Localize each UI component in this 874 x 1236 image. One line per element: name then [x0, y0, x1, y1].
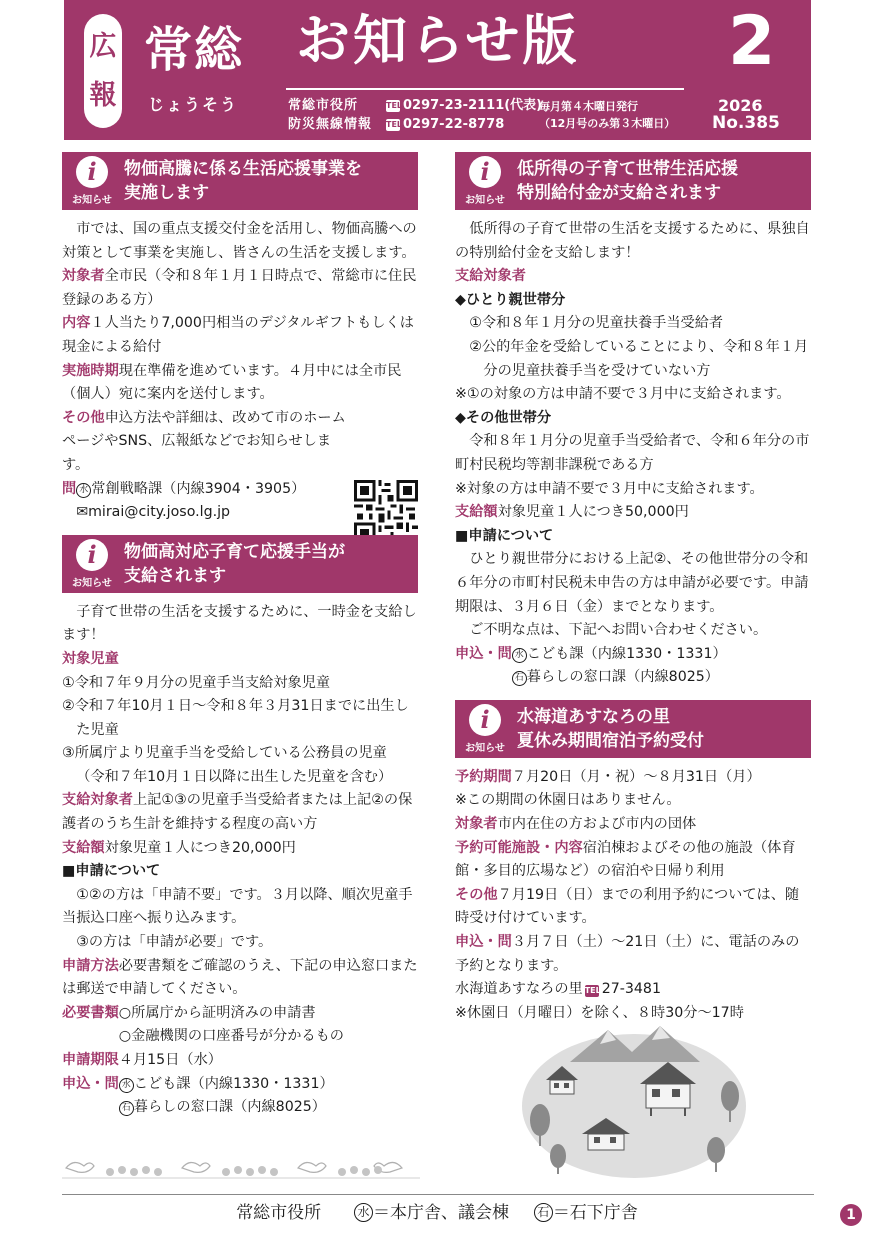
section-header-asunaro-reservation [455, 700, 811, 758]
docs-item-2: ○金融機関の口座番号が分かるもの [118, 1028, 344, 1045]
info-icon: i [76, 156, 108, 188]
target-item-1: ①令和７年９月分の児童手当支給対象児童 [62, 674, 331, 691]
facility-label: 予約可能施設・内容 [455, 839, 583, 856]
target-label: 対象者 [62, 268, 105, 285]
other-household-note: ※対象の方は申請不要で３月中に支給されます。 [455, 480, 764, 497]
bird-flower-ornament [62, 1150, 420, 1182]
apply-heading: ■申請について [455, 527, 554, 544]
footer-ishige: ＝石下庁舎 [552, 1203, 638, 1223]
badge-label: お知らせ [72, 195, 112, 206]
honcho-mark: 水 [354, 1203, 373, 1222]
apply-label: 申込・問 [455, 934, 512, 951]
target-text: 全市民（令和８年１月１日時点で、常総市に住民登録のある方） [62, 268, 417, 308]
tel-icon: TEL [584, 986, 601, 996]
honcho-mark: 水 [76, 483, 91, 498]
target-text: 市内在住の方および市内の団体 [497, 816, 697, 833]
apply-heading: ■申請について [62, 863, 161, 880]
recipient-text: 上記①③の児童手当受給者または上記②の保護者のうち生計を維持する程度の高い方 [62, 792, 413, 833]
masthead [64, 0, 811, 140]
issue-month: 2 [728, 2, 776, 81]
single-parent-heading: ◆ひとり親世帯分 [455, 291, 566, 308]
office-label: 常総市役所 [288, 98, 359, 113]
section-title [517, 705, 805, 753]
section-body-low-income-benefit [455, 218, 811, 690]
inquiry-text: ご不明な点は、下記へお問い合わせください。 [469, 622, 768, 639]
tel-icon: TEL [386, 100, 403, 110]
info-icon: i [469, 704, 501, 736]
period-note: ※この期間の休園日はありません。 [455, 792, 681, 809]
target-label: 支給対象者 [455, 268, 526, 285]
ishige-mark: 石 [119, 1101, 134, 1116]
info-badge [66, 154, 118, 208]
title-line-1: 物価高騰に係る生活応援事業を [124, 159, 362, 179]
section-body-price-support [62, 218, 418, 525]
city-name-kana: じょうそう [148, 95, 239, 114]
title-line-1: 水海道あすなろの里 [517, 706, 670, 727]
content-label: 内容 [62, 315, 91, 332]
email-link[interactable]: ✉mirai@city.joso.lg.jp [76, 504, 231, 521]
bousai-tel: 0297-22-8778 [403, 117, 505, 132]
other-household-text: 令和８年１月分の児童手当受給者で、令和６年分の市町村民税均等割非課税である方 [455, 433, 810, 473]
publication-schedule [539, 98, 675, 132]
section-header-price-support [62, 152, 418, 210]
title-line-2: 夏休み期間宿泊予約受付 [517, 730, 704, 751]
title-line-1: 物価高対応子育て応援手当が [124, 541, 345, 562]
hours-note: ※休園日（月曜日）を除く、８時30分～17時 [455, 1004, 744, 1021]
section-title [124, 157, 412, 205]
info-badge [459, 702, 511, 756]
honcho-mark: 水 [512, 648, 527, 663]
left-column [62, 152, 418, 1120]
schedule-note: （12月号のみ第３木曜日） [539, 117, 676, 130]
apply-text-2: ③の方は「申請が必要」です。 [76, 934, 273, 951]
single-parent-item-2: ②公的年金を受給していることにより、令和８年１月分の児童扶養手当を受けていない方 [469, 338, 809, 379]
method-label: 申請方法 [62, 957, 119, 974]
right-column [455, 152, 811, 1025]
period-label: 予約期間 [455, 768, 512, 785]
content-text: １人当たり7,000円相当のデジタルギフトもしくは現金による給付 [62, 315, 414, 355]
fax-icon: TEL [386, 119, 403, 129]
footer-honcho: ＝本庁舎、議会棟 [373, 1203, 509, 1223]
contact-text-1: こども課（内線1330・1331） [526, 645, 727, 662]
apply-text: ３月７日（土）～21日（土）に、電話のみの予約となります。 [455, 934, 800, 974]
apply-text-1: ①②の方は「申請不要」です。３月以降、順次児童手当振込口座へ振り込みます。 [62, 886, 413, 927]
info-icon: i [469, 156, 501, 188]
amount-text: 対象児童１人につき50,000円 [497, 504, 689, 521]
apply-text: ひとり親世帯分における上記②、その他世帯分の令和６年分の市町村民税未申告の方は申請が必要です。申請期限は、３月６日（金）までとなります。 [455, 551, 809, 615]
period-text: ７月20日（月・祝）～８月31日（月） [511, 768, 761, 785]
contact-text: 常創戦略課（内線3904・3905） [91, 480, 306, 497]
badge-label: お知らせ [465, 742, 505, 754]
contact-info [288, 96, 542, 134]
amount-label: 支給額 [455, 504, 498, 521]
docs-label: 必要書類 [62, 1004, 119, 1021]
contact-text-1: こども課（内線1330・1331） [133, 1075, 334, 1092]
issue-number: No.385 [712, 113, 780, 133]
target-label: 対象者 [455, 816, 498, 833]
ishige-mark: 石 [512, 671, 527, 686]
city-name: 常総 [144, 22, 245, 78]
section-title [517, 157, 805, 205]
section-header-low-income-benefit [455, 152, 811, 210]
title-line-2: 特別給付金が支給されます [517, 183, 721, 203]
contact-text-2: 暮らしの窓口課（内線8025） [133, 1099, 326, 1116]
period-label: 実施時期 [62, 362, 119, 379]
bousai-label: 防災無線情報 [288, 117, 373, 132]
target-label: 対象児童 [62, 650, 119, 667]
deadline-text: ４月15日（水） [118, 1052, 222, 1068]
place-name: 水海道あすなろの里 [455, 981, 583, 998]
period-text: 現在準備を進めています。４月中には全市民（個人）宛に案内を送付します。 [62, 362, 402, 403]
schedule-text: 毎月第４木曜日発行 [539, 100, 638, 113]
amount-text: 対象児童１人につき20,000円 [104, 839, 296, 856]
target-item-3: ③所属庁より児童手当を受給している公務員の児童 [62, 745, 387, 762]
recipient-label: 支給対象者 [62, 792, 133, 809]
footer-office: 常総市役所 [236, 1203, 322, 1223]
page-number: 1 [840, 1204, 862, 1226]
office-tel: 0297-23-2111(代表) [403, 98, 543, 113]
deadline-label: 申請期限 [62, 1052, 119, 1068]
info-badge [459, 154, 511, 208]
title-line-1: 低所得の子育て世帯生活応援 [517, 159, 738, 179]
contact-label: 申込・問 [455, 645, 512, 662]
intro-text: 低所得の子育て世帯の生活を支援するために、県独自の特別給付金を支給します！ [455, 221, 810, 261]
mountain-lodge-illustration [520, 1022, 748, 1180]
footer-rule [62, 1194, 814, 1195]
section-title [124, 540, 412, 588]
method-text: 必要書類をご確認のうえ、下記の申込窓口または郵送で申請してください。 [62, 957, 418, 998]
contact-text-2: 暮らしの窓口課（内線8025） [526, 669, 719, 686]
koho-badge [84, 14, 122, 128]
amount-label: 支給額 [62, 839, 105, 856]
title-line-2: 実施します [124, 183, 209, 203]
publication-title: お知らせ版 [296, 9, 580, 72]
honcho-mark: 水 [119, 1078, 134, 1093]
koho-char-1: 広 [89, 31, 117, 62]
section-body-child-allowance [62, 601, 418, 1120]
title-rule [286, 88, 684, 90]
other-text: 申込方法や詳細は、改めて市のホームページやSNS、広報紙などでお知らせします。 [62, 409, 346, 473]
ishige-mark: 石 [534, 1203, 553, 1222]
badge-label: お知らせ [465, 195, 505, 206]
intro-text: 子育て世帯の生活を支援するために、一時金を支給します！ [62, 603, 417, 644]
other-label: その他 [455, 886, 498, 903]
target-item-3-note: （令和７年10月１日以降に出生した児童を含む） [76, 768, 393, 785]
section-header-child-allowance [62, 535, 418, 593]
section-body-asunaro-reservation [455, 766, 811, 1026]
contact-label: 申込・問 [62, 1075, 119, 1092]
single-parent-note: ※①の対象の方は申請不要で３月中に支給されます。 [455, 386, 791, 403]
info-icon: i [76, 539, 108, 571]
other-text: ７月19日（日）までの利用予約については、随時受け付けています。 [455, 886, 800, 927]
place-tel: 27-3481 [601, 981, 661, 998]
target-item-2: ②令和７年10月１日～令和８年３月31日までに出生した児童 [62, 698, 409, 738]
intro-text: 市では、国の重点支援交付金を活用し、物価高騰への対策として事業を実施し、皆さんの生活を支援します。 [62, 221, 417, 261]
info-badge [66, 537, 118, 591]
footer-legend [0, 1200, 874, 1226]
docs-item-1: ○所属庁から証明済みの申請書 [118, 1004, 316, 1021]
other-label: その他 [62, 409, 105, 426]
facility-text: 宿泊棟およびその他の施設（体育館・多目的広場など）の宿泊や日帰り利用 [455, 839, 796, 880]
single-parent-item-1: ①令和８年１月分の児童扶養手当受給者 [469, 315, 724, 332]
contact-label: 問 [62, 480, 77, 497]
issue-year: 2026 [718, 96, 763, 115]
koho-char-2: 報 [89, 80, 117, 111]
badge-label: お知らせ [72, 577, 112, 589]
title-line-2: 支給されます [124, 565, 226, 586]
other-household-heading: ◆その他世帯分 [455, 409, 552, 426]
